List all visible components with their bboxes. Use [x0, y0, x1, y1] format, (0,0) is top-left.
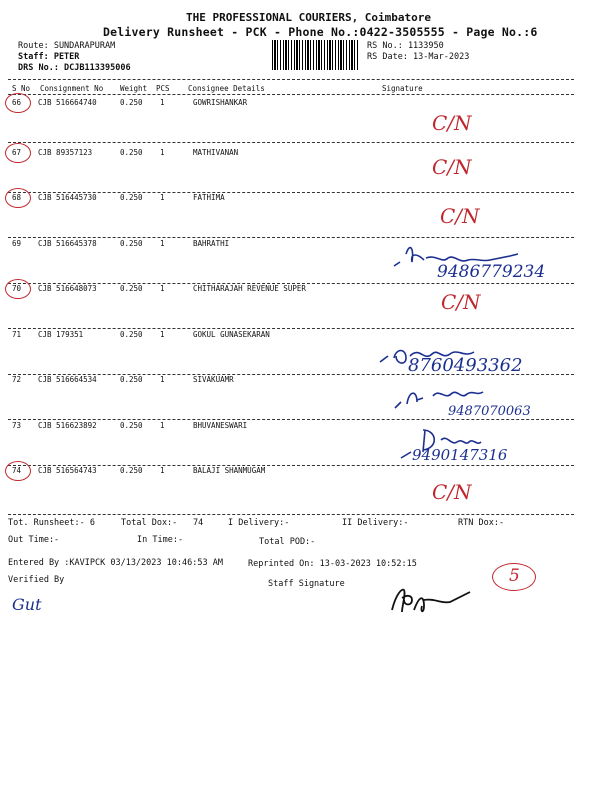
staff-signature: Staff Signature — [268, 579, 345, 589]
row-sno: 66 — [12, 98, 22, 107]
row-pcs: 1 — [160, 284, 165, 293]
drs-label: DRS No.: DCJB113395006 — [18, 63, 131, 73]
row-sno: 72 — [12, 375, 22, 384]
row-consignment: CJB 516445730 — [38, 193, 97, 202]
signature-mark: C/N — [440, 204, 480, 228]
row-consignee: FATHIMA — [193, 193, 225, 202]
row-weight: 0.250 — [120, 148, 143, 157]
row-separator — [8, 142, 574, 143]
row-consignee: CHITHARAJAH REVENUE SUPER — [193, 284, 306, 293]
signature-scribble — [378, 342, 528, 372]
row-weight: 0.250 — [120, 193, 143, 202]
rtn-dox: RTN Dox:- — [458, 518, 505, 528]
row-weight: 0.250 — [120, 375, 143, 384]
in-time: In Time:- — [137, 535, 184, 545]
row-consignee: MATHIVANAN — [193, 148, 239, 157]
row-sno: 73 — [12, 421, 22, 430]
tot-runsheet: Tot. Runsheet:- 6 — [8, 518, 95, 528]
row-pcs: 1 — [160, 239, 165, 248]
sno-circle-mark — [5, 143, 31, 163]
row-consignment: CJB 516664534 — [38, 375, 97, 384]
row-consignee: BALAJI SHANMUGAM — [193, 466, 266, 475]
row-weight: 0.250 — [120, 98, 143, 107]
row-weight: 0.250 — [120, 330, 143, 339]
row-sno: 70 — [12, 284, 22, 293]
row-separator — [8, 419, 574, 420]
staff-label: Staff: PETER — [18, 52, 80, 62]
barcode — [272, 40, 360, 70]
row-pcs: 1 — [160, 98, 165, 107]
row-consignee: BHUVANESWARI — [193, 421, 248, 430]
row-consignee: SIVAKUAMR — [193, 375, 234, 384]
row-weight: 0.250 — [120, 466, 143, 475]
row-consignment: CJB 516645378 — [38, 239, 97, 248]
total-dox-label: Total Dox:- — [121, 518, 178, 528]
verified-by: Verified By — [8, 575, 65, 585]
row-separator — [8, 328, 574, 329]
row-pcs: 1 — [160, 375, 165, 384]
signature-mark: C/N — [432, 111, 472, 135]
row-sno: 69 — [12, 239, 22, 248]
verifier-mark: Gut — [12, 595, 42, 614]
row-consignment: CJB 89357123 — [38, 148, 93, 157]
row-weight: 0.250 — [120, 239, 143, 248]
row-consignment: CJB 516648073 — [38, 284, 97, 293]
row-consignment: CJB 179351 — [38, 330, 84, 339]
row-consignment: CJB 516664740 — [38, 98, 97, 107]
rs-no: RS No.: 1133950 — [367, 41, 444, 51]
total-dox-value: 74 — [193, 518, 204, 528]
row-pcs: 1 — [160, 148, 165, 157]
i-delivery: I Delivery:- — [228, 518, 290, 528]
staff-signature-scribble — [388, 582, 478, 618]
row-pcs: 1 — [160, 330, 165, 339]
row-consignee: BAHRATHI — [193, 239, 230, 248]
route-label: Route: SUNDARAPURAM — [18, 41, 116, 51]
col-weight: Weight — [120, 84, 148, 93]
col-consignment: Consignment No — [40, 84, 104, 93]
signature-mark: C/N — [432, 480, 472, 504]
row-consignee: GOKUL GUNASEKARAN — [193, 330, 270, 339]
row-sno: 71 — [12, 330, 22, 339]
handwritten-phone: 9490147316 — [412, 446, 508, 464]
sno-circle-mark — [5, 188, 31, 208]
entered-by: Entered By :KAVIPCK 03/13/2023 10:46:53 AM — [8, 558, 223, 568]
handwritten-phone: 9487070063 — [448, 404, 531, 419]
row-consignment: CJB 516623892 — [38, 421, 97, 430]
rs-date: RS Date: 13-Mar-2023 — [367, 52, 470, 62]
row-consignee: GOWRISHANKAR — [193, 98, 248, 107]
row-consignment: CJB 516564743 — [38, 466, 97, 475]
sno-circle-mark — [5, 93, 31, 113]
row-pcs: 1 — [160, 421, 165, 430]
row-sno: 67 — [12, 148, 22, 157]
col-consignee: Consignee Details — [188, 84, 265, 93]
row-pcs: 1 — [160, 466, 165, 475]
reprinted-on: Reprinted On: 13-03-2023 10:52:15 — [248, 559, 417, 569]
signature-mark: C/N — [441, 290, 481, 314]
signature-scribble — [393, 382, 533, 416]
row-pcs: 1 — [160, 193, 165, 202]
total-pod: Total POD:- — [259, 537, 316, 547]
row-sno: 74 — [12, 466, 22, 475]
row-weight: 0.250 — [120, 284, 143, 293]
signature-mark: C/N — [432, 155, 472, 179]
sno-circle-mark — [5, 461, 31, 481]
signature-scribble — [392, 236, 552, 276]
ii-delivery: II Delivery:- — [342, 518, 409, 528]
handwritten-phone: 8760493362 — [408, 355, 523, 376]
handwritten-phone: 9486779234 — [437, 262, 546, 282]
out-time: Out Time:- — [8, 535, 60, 545]
row-weight: 0.250 — [120, 421, 143, 430]
sno-circle-mark — [5, 279, 31, 299]
company-title: THE PROFESSIONAL COURIERS, Coimbatore — [186, 11, 432, 24]
signature-scribble — [397, 424, 517, 464]
circled-number: 5 — [509, 566, 520, 586]
col-sno: S No — [12, 84, 31, 93]
runsheet-subtitle: Delivery Runsheet - PCK - Phone No.:0422-3505555 - Page No.:6 — [103, 25, 538, 39]
col-pcs: PCS — [156, 84, 170, 93]
row-sno: 68 — [12, 193, 22, 202]
col-signature: Signature — [382, 84, 423, 93]
